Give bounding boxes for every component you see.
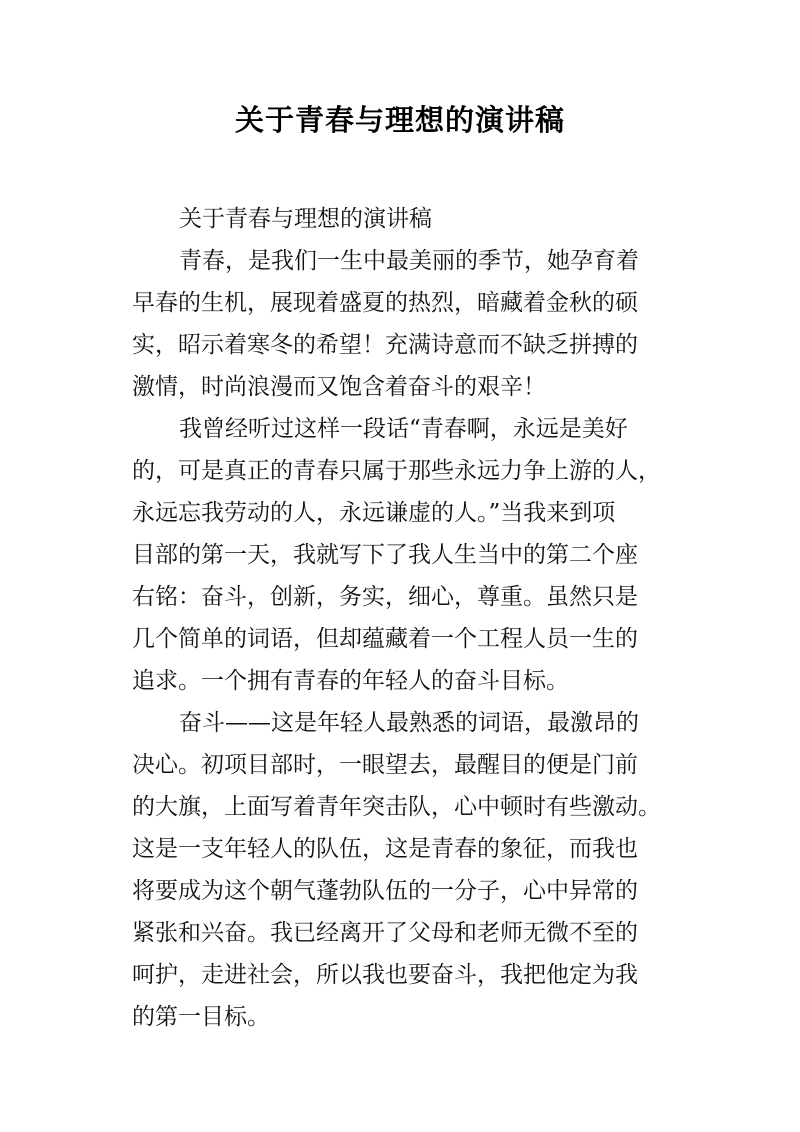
text-line: 早春的生机，展现着盛夏的热烈，暗藏着金秋的硕	[132, 290, 638, 316]
text-line: 的第一目标。	[132, 1004, 270, 1030]
document-title: 关于青春与理想的演讲稿	[234, 103, 565, 137]
text-line: 追求。一个拥有青春的年轻人的奋斗目标。	[132, 668, 569, 694]
text-line: 关于青春与理想的演讲稿	[179, 206, 432, 232]
text-line: 的，可是真正的青春只属于那些永远力争上游的人，	[132, 458, 661, 484]
text-line: 我曾经听过这样一段话“青春啊，永远是美好	[179, 416, 628, 442]
text-line: 将要成为这个朝气蓬勃队伍的一分子，心中异常的	[132, 878, 638, 904]
text-line: 的大旗，上面写着青年突击队，心中顿时有些激动。	[132, 794, 661, 820]
text-line: 青春，是我们一生中最美丽的季节，她孕育着	[179, 248, 639, 274]
text-line: 几个简单的词语，但却蕴藏着一个工程人员一生的	[132, 626, 638, 652]
text-line: 激情，时尚浪漫而又饱含着奋斗的艰辛！	[132, 374, 546, 400]
document-body	[132, 198, 672, 1038]
text-line: 奋斗——这是年轻人最熟悉的词语，最激昂的	[179, 710, 639, 736]
text-line: 紧张和兴奋。我已经离开了父母和老师无微不至的	[132, 920, 638, 946]
text-line: 决心。初项目部时，一眼望去，最醒目的便是门前	[132, 752, 638, 778]
text-line: 右铭：奋斗，创新，务实，细心，尊重。虽然只是	[132, 584, 638, 610]
text-line: 这是一支年轻人的队伍，这是青春的象征，而我也	[132, 836, 638, 862]
text-line: 目部的第一天，我就写下了我人生当中的第二个座	[132, 542, 638, 568]
text-line: 永远忘我劳动的人，永远谦虚的人。”当我来到项	[132, 500, 616, 526]
text-line: 呵护，走进社会，所以我也要奋斗，我把他定为我	[132, 962, 638, 988]
text-line: 实，昭示着寒冬的希望！充满诗意而不缺乏拼搏的	[132, 332, 638, 358]
